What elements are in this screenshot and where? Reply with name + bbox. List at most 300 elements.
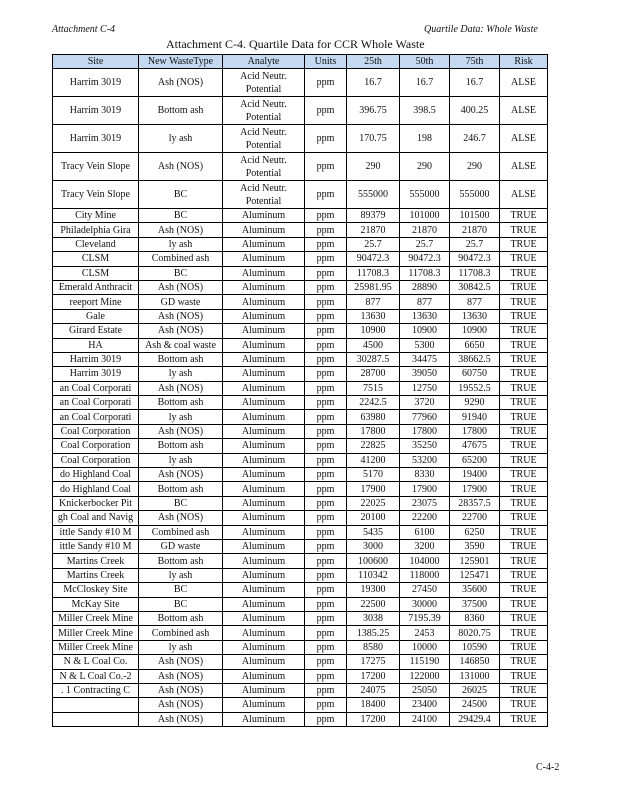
- cell-waste-type: ly ash: [139, 453, 223, 467]
- table-row: [53, 698, 548, 712]
- cell-50th: 23075: [400, 496, 450, 510]
- cell-risk: ALSE: [500, 181, 548, 209]
- table-row: [53, 410, 548, 424]
- table-row: [53, 367, 548, 381]
- cell-75th: 65200: [450, 453, 500, 467]
- cell-units: ppm: [305, 309, 347, 323]
- cell-50th: 17900: [400, 482, 450, 496]
- cell-75th: 17800: [450, 424, 500, 438]
- cell-site: McCloskey Site: [53, 583, 139, 597]
- cell-waste-type: BC: [139, 496, 223, 510]
- cell-units: ppm: [305, 381, 347, 395]
- cell-analyte: Aluminum: [223, 453, 305, 467]
- cell-waste-type: ly ash: [139, 640, 223, 654]
- table-row: [53, 568, 548, 582]
- cell-site: reeport Mine: [53, 295, 139, 309]
- cell-50th: 21870: [400, 223, 450, 237]
- cell-units: ppm: [305, 324, 347, 338]
- cell-risk: TRUE: [500, 583, 548, 597]
- cell-site: an Coal Corporati: [53, 410, 139, 424]
- cell-75th: 30842.5: [450, 280, 500, 294]
- table-row: [53, 381, 548, 395]
- cell-75th: 17900: [450, 482, 500, 496]
- cell-50th: 90472.3: [400, 252, 450, 266]
- header-left: Attachment C-4: [52, 24, 116, 35]
- cell-25th: 63980: [347, 410, 400, 424]
- cell-75th: 28357.5: [450, 496, 500, 510]
- table-row: [53, 583, 548, 597]
- cell-75th: 38662.5: [450, 352, 500, 366]
- cell-risk: TRUE: [500, 338, 548, 352]
- table-row: [53, 525, 548, 539]
- cell-units: ppm: [305, 568, 347, 582]
- cell-50th: 6100: [400, 525, 450, 539]
- cell-waste-type: BC: [139, 209, 223, 223]
- cell-75th: 22700: [450, 511, 500, 525]
- cell-units: ppm: [305, 410, 347, 424]
- cell-50th: 22200: [400, 511, 450, 525]
- cell-units: ppm: [305, 209, 347, 223]
- cell-units: ppm: [305, 669, 347, 683]
- cell-waste-type: Ash (NOS): [139, 655, 223, 669]
- cell-75th: 101500: [450, 209, 500, 223]
- cell-analyte: Aluminum: [223, 324, 305, 338]
- cell-75th: 19400: [450, 468, 500, 482]
- cell-risk: TRUE: [500, 511, 548, 525]
- table-row: [53, 280, 548, 294]
- cell-25th: 3000: [347, 539, 400, 553]
- cell-75th: 125901: [450, 554, 500, 568]
- cell-waste-type: Bottom ash: [139, 396, 223, 410]
- cell-analyte: Aluminum: [223, 583, 305, 597]
- cell-units: ppm: [305, 611, 347, 625]
- cell-units: ppm: [305, 626, 347, 640]
- cell-25th: 290: [347, 153, 400, 181]
- cell-analyte: Aluminum: [223, 568, 305, 582]
- cell-75th: 10900: [450, 324, 500, 338]
- cell-site: [53, 712, 139, 726]
- cell-25th: 22825: [347, 439, 400, 453]
- cell-waste-type: Ash (NOS): [139, 69, 223, 97]
- header-right: Quartile Data: Whole Waste: [424, 24, 538, 35]
- cell-50th: 3720: [400, 396, 450, 410]
- cell-waste-type: ly ash: [139, 125, 223, 153]
- cell-units: ppm: [305, 439, 347, 453]
- cell-risk: ALSE: [500, 125, 548, 153]
- cell-75th: 9290: [450, 396, 500, 410]
- cell-75th: 555000: [450, 181, 500, 209]
- cell-50th: 13630: [400, 309, 450, 323]
- cell-site: Harrim 3019: [53, 69, 139, 97]
- cell-50th: 8330: [400, 468, 450, 482]
- table-row: [53, 252, 548, 266]
- cell-25th: 3038: [347, 611, 400, 625]
- cell-risk: TRUE: [500, 324, 548, 338]
- table-row: [53, 611, 548, 625]
- cell-25th: 17900: [347, 482, 400, 496]
- cell-25th: 2242.5: [347, 396, 400, 410]
- cell-analyte: Aluminum: [223, 482, 305, 496]
- cell-25th: 100600: [347, 554, 400, 568]
- cell-analyte: Aluminum: [223, 309, 305, 323]
- cell-site: N & L Coal Co.-2: [53, 669, 139, 683]
- cell-waste-type: Bottom ash: [139, 352, 223, 366]
- cell-25th: 22025: [347, 496, 400, 510]
- table-row: [53, 554, 548, 568]
- cell-risk: TRUE: [500, 439, 548, 453]
- cell-waste-type: ly ash: [139, 410, 223, 424]
- cell-analyte: Aluminum: [223, 439, 305, 453]
- cell-analyte: Aluminum: [223, 266, 305, 280]
- cell-risk: TRUE: [500, 396, 548, 410]
- cell-75th: 125471: [450, 568, 500, 582]
- cell-50th: 16.7: [400, 69, 450, 97]
- cell-analyte: Aluminum: [223, 223, 305, 237]
- cell-75th: 35600: [450, 583, 500, 597]
- cell-site: Gale: [53, 309, 139, 323]
- cell-site: Coal Corporation: [53, 424, 139, 438]
- cell-site: ittle Sandy #10 M: [53, 539, 139, 553]
- cell-25th: 17800: [347, 424, 400, 438]
- cell-units: ppm: [305, 698, 347, 712]
- cell-waste-type: Ash (NOS): [139, 309, 223, 323]
- cell-analyte: Acid Neutr. Potential: [223, 125, 305, 153]
- cell-risk: TRUE: [500, 295, 548, 309]
- cell-50th: 5300: [400, 338, 450, 352]
- cell-site: ittle Sandy #10 M: [53, 525, 139, 539]
- cell-risk: TRUE: [500, 453, 548, 467]
- cell-site: CLSM: [53, 252, 139, 266]
- cell-25th: 555000: [347, 181, 400, 209]
- cell-units: ppm: [305, 482, 347, 496]
- cell-50th: 118000: [400, 568, 450, 582]
- column-header-25th: 25th: [347, 55, 400, 69]
- cell-analyte: Aluminum: [223, 626, 305, 640]
- cell-site: Martins Creek: [53, 554, 139, 568]
- table-row: [53, 125, 548, 153]
- table-row: [53, 453, 548, 467]
- cell-50th: 34475: [400, 352, 450, 366]
- cell-50th: 115190: [400, 655, 450, 669]
- cell-site: Girard Estate: [53, 324, 139, 338]
- cell-50th: 24100: [400, 712, 450, 726]
- cell-25th: 20100: [347, 511, 400, 525]
- cell-units: ppm: [305, 97, 347, 125]
- cell-waste-type: Ash (NOS): [139, 424, 223, 438]
- table-row: [53, 295, 548, 309]
- column-header-waste-type: New WasteType: [139, 55, 223, 69]
- cell-waste-type: Ash & coal waste: [139, 338, 223, 352]
- cell-site: Harrim 3019: [53, 352, 139, 366]
- cell-units: ppm: [305, 424, 347, 438]
- cell-waste-type: Bottom ash: [139, 482, 223, 496]
- table-row: [53, 237, 548, 251]
- cell-waste-type: Ash (NOS): [139, 683, 223, 697]
- column-header-site: Site: [53, 55, 139, 69]
- cell-50th: 35250: [400, 439, 450, 453]
- table-header-row: [53, 55, 548, 69]
- cell-25th: 19300: [347, 583, 400, 597]
- cell-units: ppm: [305, 338, 347, 352]
- cell-waste-type: Combined ash: [139, 626, 223, 640]
- cell-75th: 3590: [450, 539, 500, 553]
- cell-waste-type: Bottom ash: [139, 611, 223, 625]
- cell-risk: TRUE: [500, 280, 548, 294]
- cell-50th: 10900: [400, 324, 450, 338]
- cell-analyte: Aluminum: [223, 496, 305, 510]
- cell-25th: 170.75: [347, 125, 400, 153]
- cell-25th: 4500: [347, 338, 400, 352]
- cell-50th: 3200: [400, 539, 450, 553]
- table-row: [53, 597, 548, 611]
- cell-75th: 91940: [450, 410, 500, 424]
- cell-site: Coal Corporation: [53, 439, 139, 453]
- cell-50th: 30000: [400, 597, 450, 611]
- cell-units: ppm: [305, 125, 347, 153]
- cell-analyte: Aluminum: [223, 554, 305, 568]
- cell-site: Philadelphia Gira: [53, 223, 139, 237]
- cell-analyte: Acid Neutr. Potential: [223, 69, 305, 97]
- cell-75th: 90472.3: [450, 252, 500, 266]
- table-row: [53, 496, 548, 510]
- cell-waste-type: Bottom ash: [139, 439, 223, 453]
- cell-units: ppm: [305, 554, 347, 568]
- column-header-analyte: Analyte: [223, 55, 305, 69]
- column-header-units: Units: [305, 55, 347, 69]
- table-row: [53, 209, 548, 223]
- cell-risk: TRUE: [500, 381, 548, 395]
- cell-25th: 17200: [347, 669, 400, 683]
- cell-site: do Highland Coal: [53, 482, 139, 496]
- table-row: [53, 396, 548, 410]
- cell-analyte: Aluminum: [223, 237, 305, 251]
- cell-risk: TRUE: [500, 539, 548, 553]
- cell-site: Harrim 3019: [53, 367, 139, 381]
- cell-waste-type: Ash (NOS): [139, 324, 223, 338]
- cell-units: ppm: [305, 367, 347, 381]
- cell-waste-type: Ash (NOS): [139, 698, 223, 712]
- cell-site: McKay Site: [53, 597, 139, 611]
- cell-75th: 8020.75: [450, 626, 500, 640]
- cell-analyte: Aluminum: [223, 511, 305, 525]
- cell-25th: 1385.25: [347, 626, 400, 640]
- cell-25th: 13630: [347, 309, 400, 323]
- cell-25th: 25.7: [347, 237, 400, 251]
- cell-75th: 60750: [450, 367, 500, 381]
- cell-site: an Coal Corporati: [53, 381, 139, 395]
- cell-site: City Mine: [53, 209, 139, 223]
- cell-site: Emerald Anthracit: [53, 280, 139, 294]
- cell-50th: 555000: [400, 181, 450, 209]
- cell-waste-type: Bottom ash: [139, 97, 223, 125]
- cell-analyte: Aluminum: [223, 280, 305, 294]
- cell-analyte: Acid Neutr. Potential: [223, 97, 305, 125]
- table-body: [53, 69, 548, 727]
- column-header-75th: 75th: [450, 55, 500, 69]
- cell-units: ppm: [305, 539, 347, 553]
- cell-50th: 398.5: [400, 97, 450, 125]
- cell-75th: 11708.3: [450, 266, 500, 280]
- table-row: [53, 511, 548, 525]
- cell-site: . 1 Contracting C: [53, 683, 139, 697]
- table-row: [53, 712, 548, 726]
- cell-risk: TRUE: [500, 683, 548, 697]
- cell-analyte: Acid Neutr. Potential: [223, 153, 305, 181]
- cell-risk: ALSE: [500, 69, 548, 97]
- cell-units: ppm: [305, 69, 347, 97]
- cell-site: N & L Coal Co.: [53, 655, 139, 669]
- cell-50th: 7195.39: [400, 611, 450, 625]
- cell-risk: TRUE: [500, 698, 548, 712]
- table-row: [53, 266, 548, 280]
- cell-waste-type: Ash (NOS): [139, 712, 223, 726]
- cell-50th: 27450: [400, 583, 450, 597]
- cell-25th: 16.7: [347, 69, 400, 97]
- column-header-risk: Risk: [500, 55, 548, 69]
- cell-analyte: Aluminum: [223, 669, 305, 683]
- table-row: [53, 352, 548, 366]
- cell-waste-type: Ash (NOS): [139, 468, 223, 482]
- cell-25th: 41200: [347, 453, 400, 467]
- cell-analyte: Aluminum: [223, 396, 305, 410]
- cell-risk: TRUE: [500, 597, 548, 611]
- cell-risk: TRUE: [500, 568, 548, 582]
- cell-analyte: Aluminum: [223, 640, 305, 654]
- cell-units: ppm: [305, 597, 347, 611]
- cell-site: Coal Corporation: [53, 453, 139, 467]
- cell-analyte: Aluminum: [223, 539, 305, 553]
- cell-risk: TRUE: [500, 309, 548, 323]
- cell-site: Miller Creek Mine: [53, 611, 139, 625]
- cell-waste-type: Ash (NOS): [139, 669, 223, 683]
- cell-analyte: Aluminum: [223, 209, 305, 223]
- cell-units: ppm: [305, 468, 347, 482]
- cell-75th: 25.7: [450, 237, 500, 251]
- cell-units: ppm: [305, 223, 347, 237]
- cell-analyte: Acid Neutr. Potential: [223, 181, 305, 209]
- cell-75th: 400.25: [450, 97, 500, 125]
- cell-site: CLSM: [53, 266, 139, 280]
- cell-75th: 16.7: [450, 69, 500, 97]
- cell-50th: 25050: [400, 683, 450, 697]
- cell-risk: TRUE: [500, 554, 548, 568]
- table-row: [53, 153, 548, 181]
- cell-site: [53, 698, 139, 712]
- cell-50th: 39050: [400, 367, 450, 381]
- cell-50th: 10000: [400, 640, 450, 654]
- cell-75th: 47675: [450, 439, 500, 453]
- cell-units: ppm: [305, 280, 347, 294]
- cell-waste-type: ly ash: [139, 367, 223, 381]
- cell-50th: 101000: [400, 209, 450, 223]
- cell-risk: TRUE: [500, 482, 548, 496]
- cell-50th: 17800: [400, 424, 450, 438]
- table-row: [53, 69, 548, 97]
- cell-risk: TRUE: [500, 611, 548, 625]
- cell-site: Knickerbocker Pit: [53, 496, 139, 510]
- table-row: [53, 338, 548, 352]
- cell-waste-type: Bottom ash: [139, 554, 223, 568]
- cell-50th: 290: [400, 153, 450, 181]
- cell-risk: TRUE: [500, 468, 548, 482]
- table-row: [53, 640, 548, 654]
- cell-site: gh Coal and Navig: [53, 511, 139, 525]
- table-row: [53, 424, 548, 438]
- cell-50th: 23400: [400, 698, 450, 712]
- cell-50th: 877: [400, 295, 450, 309]
- cell-25th: 24075: [347, 683, 400, 697]
- cell-units: ppm: [305, 252, 347, 266]
- cell-75th: 26025: [450, 683, 500, 697]
- table-row: [53, 97, 548, 125]
- cell-75th: 6650: [450, 338, 500, 352]
- cell-site: an Coal Corporati: [53, 396, 139, 410]
- cell-risk: TRUE: [500, 496, 548, 510]
- cell-waste-type: Ash (NOS): [139, 280, 223, 294]
- cell-site: Cleveland: [53, 237, 139, 251]
- cell-75th: 290: [450, 153, 500, 181]
- cell-waste-type: Ash (NOS): [139, 153, 223, 181]
- cell-75th: 29429.4: [450, 712, 500, 726]
- cell-analyte: Aluminum: [223, 410, 305, 424]
- cell-units: ppm: [305, 640, 347, 654]
- cell-25th: 17200: [347, 712, 400, 726]
- cell-risk: TRUE: [500, 252, 548, 266]
- cell-25th: 8580: [347, 640, 400, 654]
- cell-25th: 22500: [347, 597, 400, 611]
- table-row: [53, 482, 548, 496]
- cell-site: Miller Creek Mine: [53, 640, 139, 654]
- cell-analyte: Aluminum: [223, 367, 305, 381]
- cell-risk: TRUE: [500, 525, 548, 539]
- cell-units: ppm: [305, 496, 347, 510]
- cell-risk: TRUE: [500, 367, 548, 381]
- table-row: [53, 655, 548, 669]
- cell-risk: TRUE: [500, 640, 548, 654]
- table-row: [53, 439, 548, 453]
- cell-units: ppm: [305, 655, 347, 669]
- cell-site: Tracy Vein Slope: [53, 153, 139, 181]
- cell-75th: 6250: [450, 525, 500, 539]
- page-title: Attachment C-4. Quartile Data for CCR Whole Waste: [166, 37, 425, 51]
- cell-analyte: Aluminum: [223, 655, 305, 669]
- table-row: [53, 223, 548, 237]
- cell-75th: 19552.5: [450, 381, 500, 395]
- cell-75th: 21870: [450, 223, 500, 237]
- cell-75th: 877: [450, 295, 500, 309]
- cell-75th: 146850: [450, 655, 500, 669]
- cell-analyte: Aluminum: [223, 338, 305, 352]
- cell-25th: 18400: [347, 698, 400, 712]
- cell-risk: ALSE: [500, 153, 548, 181]
- cell-25th: 30287.5: [347, 352, 400, 366]
- cell-25th: 17275: [347, 655, 400, 669]
- table-row: [53, 468, 548, 482]
- cell-site: HA: [53, 338, 139, 352]
- cell-units: ppm: [305, 712, 347, 726]
- cell-waste-type: BC: [139, 266, 223, 280]
- cell-75th: 8360: [450, 611, 500, 625]
- cell-25th: 25981.95: [347, 280, 400, 294]
- cell-50th: 11708.3: [400, 266, 450, 280]
- cell-analyte: Aluminum: [223, 698, 305, 712]
- cell-50th: 122000: [400, 669, 450, 683]
- cell-site: Harrim 3019: [53, 125, 139, 153]
- cell-75th: 10590: [450, 640, 500, 654]
- cell-25th: 28700: [347, 367, 400, 381]
- cell-waste-type: Combined ash: [139, 525, 223, 539]
- cell-site: do Highland Coal: [53, 468, 139, 482]
